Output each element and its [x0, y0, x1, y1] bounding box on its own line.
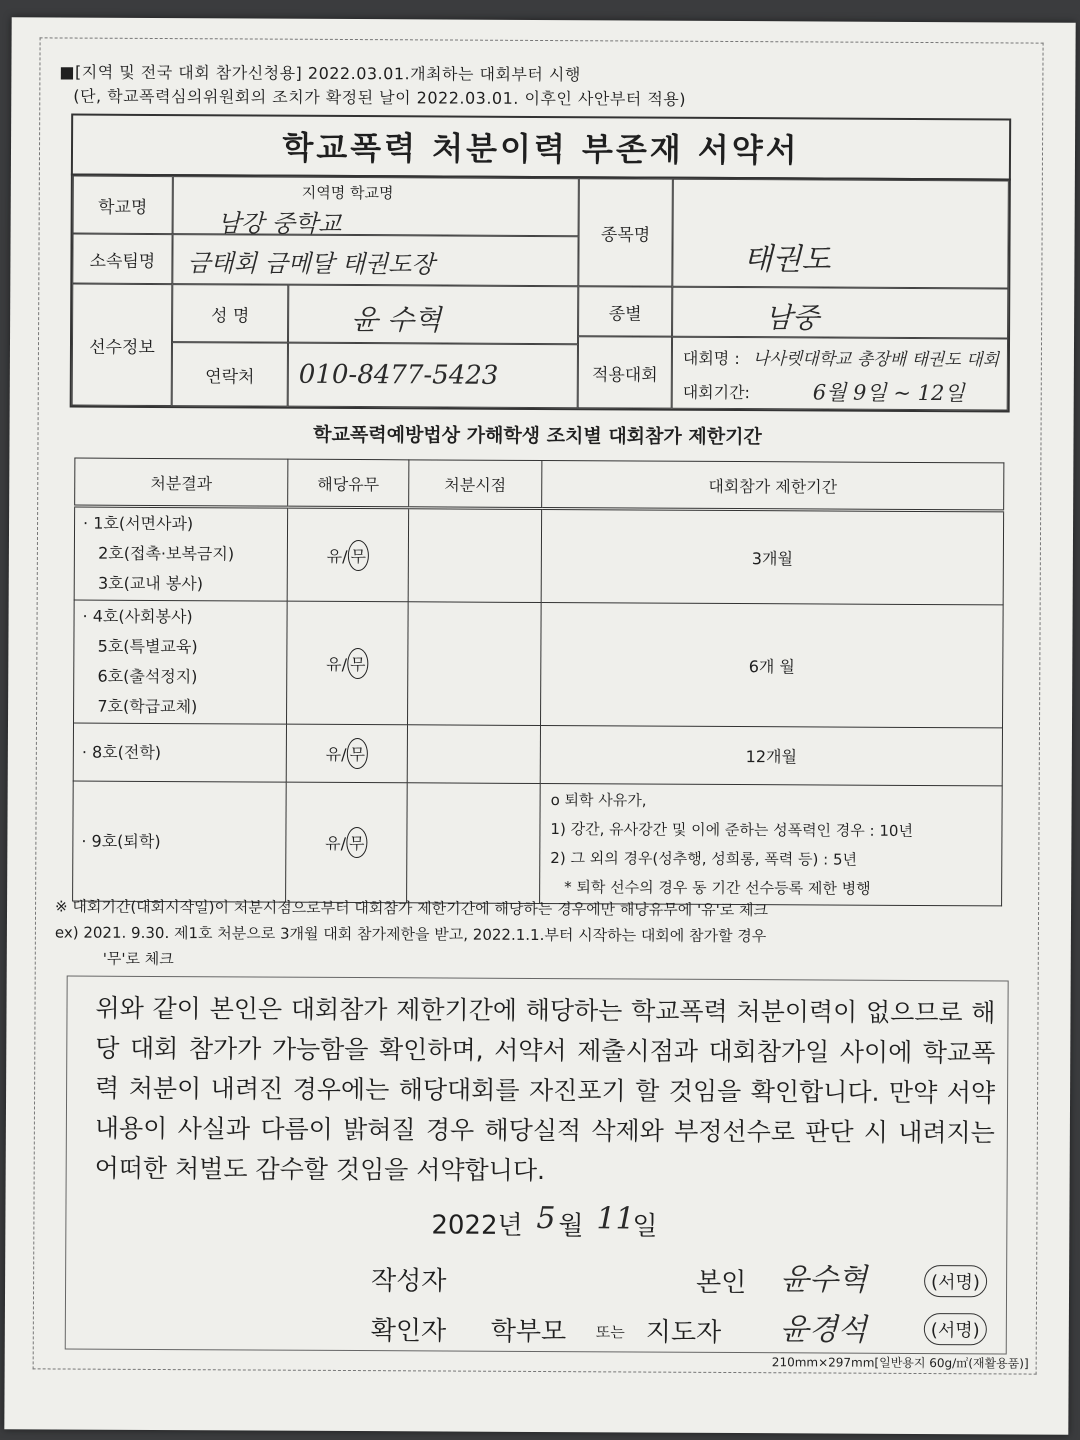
- coach-label: 지도자: [645, 1317, 722, 1348]
- header-time: 처분시점: [409, 460, 542, 509]
- result-cell: [74, 506, 287, 601]
- pledge-box: [65, 976, 1009, 1355]
- event-value-cell: [672, 179, 1009, 289]
- applicable-cell[interactable]: [286, 724, 407, 783]
- limit-cell: 6개 월: [541, 603, 1004, 728]
- tournament-name-label: 대회명 :: [682, 348, 740, 369]
- team-value: 금태회 금메달 태권도장: [187, 249, 435, 279]
- no-option-circled[interactable]: 무: [346, 827, 368, 858]
- player-info-label: 선수정보: [72, 284, 173, 407]
- date-day-label: 일: [632, 1211, 658, 1242]
- yes-option[interactable]: 유/: [325, 833, 347, 853]
- school-hint: 지역명 학교명: [301, 183, 394, 203]
- paper-spec-footer: 210mm×297mm[일반용지 60g/㎡(재활용품)]: [771, 1355, 1029, 1371]
- result-cell: [73, 723, 286, 782]
- table-row: [74, 506, 1003, 605]
- tournament-period-label: 대회기간:: [682, 382, 751, 403]
- name-value: 윤 수혁: [351, 303, 442, 337]
- time-cell: [408, 602, 542, 726]
- applicable-cell[interactable]: [287, 601, 409, 725]
- self-signature: 윤수혁: [780, 1262, 868, 1298]
- category-value: 남중: [765, 301, 820, 335]
- result-line: 2호(접촉·보복금지): [82, 543, 235, 564]
- phone-value-cell: [288, 343, 578, 409]
- header-result: 처분결과: [75, 458, 288, 507]
- self-label: 본인: [696, 1267, 747, 1299]
- coach-seal: (서명): [924, 1313, 987, 1345]
- event-label: 종목명: [578, 178, 673, 286]
- applicable-cell[interactable]: [287, 507, 408, 602]
- tournament-value-cell: [672, 337, 1008, 411]
- school-value: 남강 중학교: [217, 209, 342, 238]
- result-cell: [74, 600, 288, 724]
- name-label: 성 명: [172, 284, 288, 343]
- result-line: 7호(학급교체): [82, 696, 198, 717]
- result-line: 6호(출석정지): [82, 666, 198, 687]
- parent-label: 학부모: [490, 1316, 567, 1348]
- time-cell: [407, 725, 540, 784]
- header-line-1: ■[지역 및 전국 대회 참가신청용] 2022.03.01.개최하는 대회부터 시행: [59, 62, 581, 85]
- date-day-value: 11: [596, 1201, 635, 1237]
- name-value-cell: [288, 285, 578, 345]
- limit-cell: 12개월: [540, 726, 1002, 786]
- limit-cell: [540, 784, 1003, 906]
- author-label: 작성자: [371, 1266, 447, 1297]
- no-option-circled[interactable]: 무: [347, 647, 369, 678]
- date-month-label: 월: [558, 1211, 584, 1242]
- result-cell: [73, 781, 287, 902]
- team-label: 소속팀명: [72, 234, 172, 285]
- school-label: 학교명: [73, 176, 173, 235]
- pledge-text: 위와 같이 본인은 대회참가 제한기간에 해당하는 학교폭력 처분이력이 없으므로 해당 대회 참가가 가능함을 확인하며, 서약서 제출시점과 대회참가일 사이에 학교폭력 처분이 내려진 경우에는 해당대회를 자진포기 할 것임을 확인합니다. 만약 서약내용이 사실과 다름이 밝혀질 경우 해당실적 삭제와 부정선수로 판단 시 내려지는 어떠한 처벌도 감수할 것임을 서약합니다.: [94, 993, 996, 1186]
- phone-label: 연락처: [172, 342, 288, 407]
- restriction-subtitle: 학교폭력예방법상 가해학생 조치별 대회참가 제한기간: [313, 423, 762, 448]
- result-line: 3호(교내 봉사): [82, 573, 204, 594]
- category-label: 종별: [578, 286, 672, 336]
- or-label: 또는: [595, 1323, 625, 1342]
- yes-option[interactable]: 유/: [326, 654, 348, 674]
- tournament-period-value: 6월 9일 ~ 12일: [812, 380, 965, 406]
- tournament-label: 적용대회: [578, 336, 672, 408]
- header-applicable: 해당유무: [288, 459, 409, 508]
- result-line: · 1호(서면사과): [83, 513, 194, 534]
- result-line: · 4호(사회봉사): [82, 606, 193, 627]
- note-line-3: '무'로 체크: [102, 949, 174, 969]
- applicable-cell[interactable]: [286, 782, 408, 903]
- table-row: [73, 781, 1003, 906]
- limit-line: o 퇴학 사유가,: [550, 790, 647, 810]
- self-seal: (서명): [924, 1265, 987, 1297]
- pledge-document: [4, 17, 1075, 1435]
- result-line: · 8호(전학): [81, 742, 162, 762]
- yes-option[interactable]: 유/: [325, 744, 347, 764]
- confirmer-label: 확인자: [370, 1316, 447, 1347]
- team-value-cell: [172, 234, 578, 286]
- result-line: 5호(특별교육): [82, 636, 198, 657]
- header-limit: 대회참가 제한기간: [542, 461, 1004, 511]
- category-value-cell: [672, 287, 1008, 339]
- note-line-1: ※ 대회기간(대회시작일)이 처분시점으로부터 대회참가 제한기간에 해당하는 경우에만 해당유무에 '유'로 체크: [55, 897, 769, 920]
- table-row: [73, 723, 1002, 786]
- yes-option[interactable]: 유/: [326, 546, 348, 566]
- date-month-value: 5: [536, 1200, 556, 1237]
- limit-cell: 3개월: [541, 509, 1003, 605]
- header-line-2: (단, 학교폭력심의위원회의 조치가 확정된 날이 2022.03.01. 이후인 사안부터 적용): [73, 86, 687, 109]
- document-title: 학교폭력 처분이력 부존재 서약서: [71, 114, 1011, 181]
- event-value: 태권도: [743, 242, 831, 278]
- table-row: [74, 600, 1004, 728]
- limit-line: 2) 그 외의 경우(성추행, 성희롱, 폭력 등) : 5년: [550, 848, 858, 869]
- phone-value: 010-8477-5423: [298, 359, 499, 391]
- date-year: 2022년: [431, 1210, 523, 1241]
- note-line-2: ex) 2021. 9.30. 제1호 처분으로 3개월 대회 참가제한을 받고, 2022.1.1.부터 시작하는 대회에 참가할 경우: [54, 923, 767, 946]
- tournament-name-value: 나사렛대학교 총장배 태권도 대회: [752, 349, 1000, 371]
- no-option-circled[interactable]: 무: [347, 539, 369, 570]
- school-value-cell: [173, 176, 579, 236]
- restriction-table: [72, 458, 1004, 907]
- time-cell: [408, 508, 541, 603]
- no-option-circled[interactable]: 무: [346, 738, 368, 769]
- time-cell: [407, 783, 541, 904]
- result-line: · 9호(퇴학): [81, 831, 161, 851]
- info-table: [70, 174, 1011, 413]
- limit-line: * 퇴학 선수의 경우 동 기간 선수등록 제한 병행: [564, 877, 871, 898]
- coach-signature: 윤경석: [779, 1312, 867, 1348]
- limit-line: 1) 강간, 유사강간 및 이에 준하는 성폭력인 경우 : 10년: [550, 819, 914, 840]
